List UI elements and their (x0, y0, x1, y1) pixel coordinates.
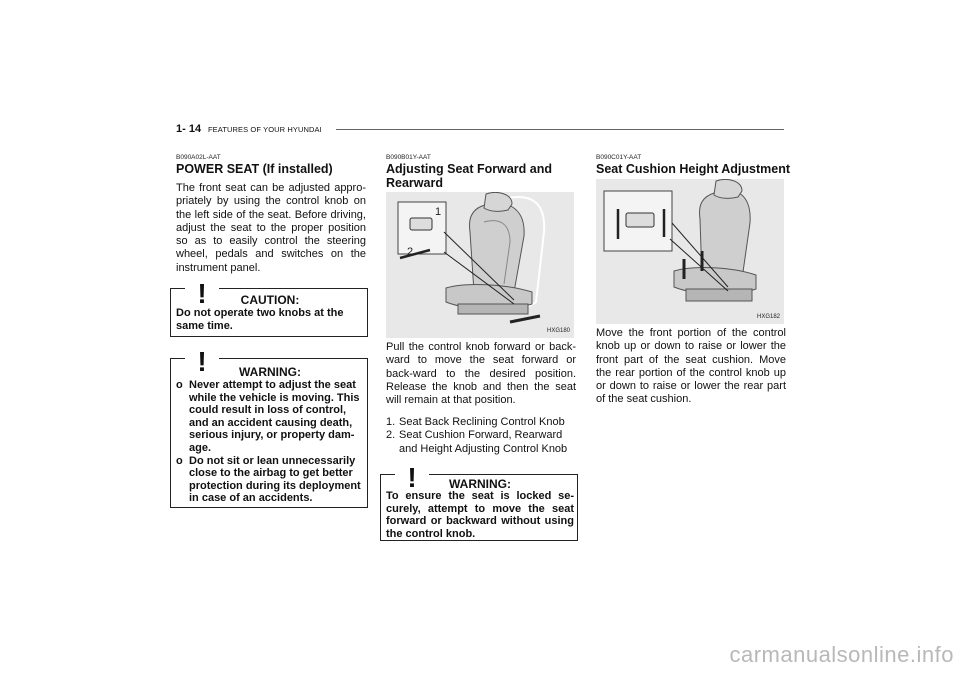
list-item: o Never attempt to adjust the seat while the vehicle is moving. This could result in loss of control, and an accident causing death, serious injury, or property dam-age. (176, 379, 360, 454)
header-rule (336, 129, 784, 130)
section-body: The front seat can be adjusted appro-priately by using the control knob on the left side of the seat. Before driving, adjust the seat to the proper position so as to easily control the steering wheel, pedals and switches on the instrument panel. (176, 182, 366, 274)
list-item: 1. Seat Back Reclining Control Knob (386, 416, 565, 428)
seat-forward-figure (386, 192, 574, 338)
warning-box (380, 462, 578, 541)
exclamation-icon (185, 345, 219, 375)
callout-1: 1 (435, 206, 442, 218)
page-number: 1- 14 (176, 123, 202, 135)
caution-title: CAUTION: (240, 293, 300, 307)
svg-text:!: ! (407, 462, 417, 491)
figure-label: HXG180 (546, 328, 570, 334)
callout-2: 2 (407, 246, 414, 258)
section-heading: Seat Cushion Height Adjustment (596, 162, 790, 176)
seat-illustration (596, 179, 784, 324)
section-code: B090A02L-AAT (176, 154, 221, 161)
knob-list (386, 416, 576, 456)
section-code: B090C01Y-AAT (596, 154, 642, 161)
svg-text:!: ! (197, 346, 207, 375)
seat-illustration (386, 192, 574, 338)
svg-text:!: ! (197, 278, 207, 307)
section-title: FEATURES OF YOUR HYUNDAI (208, 125, 322, 134)
seat-height-figure (596, 179, 784, 324)
warning-title: WARNING: (449, 477, 511, 491)
section-body: Move the front portion of the control knob up or down to raise or lower the front part of the seat cushion. Move the rear portion of the control knob up or down to raise or lower the rear part of the seat cushion. (596, 327, 786, 406)
section-body: Pull the control knob forward or back-ward to move the seat forward or back-ward to the desired position. Release the knob and then the seat will remain at that position. (386, 341, 576, 407)
warning-box (170, 346, 368, 508)
warning-text: To ensure the seat is locked se-curely, attempt to move the seat forward or backward without using the control knob. (386, 490, 574, 540)
exclamation-icon (185, 277, 219, 307)
caution-text: Do not operate two knobs at the same time. (176, 307, 344, 332)
watermark: carmanualsonline.info (729, 642, 954, 667)
section-code: B090B01Y-AAT (386, 154, 431, 161)
warning-title: WARNING: (239, 365, 301, 379)
exclamation-icon (395, 461, 429, 491)
list-item: 2. Seat Cushion Forward, Rearward and Height Adjusting Control Knob (386, 429, 568, 455)
caution-box (170, 278, 368, 337)
warning-list (176, 379, 364, 505)
list-item: o Do not sit or lean unnecessarily close to the airbag to get better protection during its deployment in case of an accidents. (176, 454, 361, 505)
figure-label: HXG182 (756, 314, 780, 320)
section-heading: Adjusting Seat Forward and Rearward (386, 162, 552, 190)
section-heading: POWER SEAT (If installed) (176, 162, 333, 176)
